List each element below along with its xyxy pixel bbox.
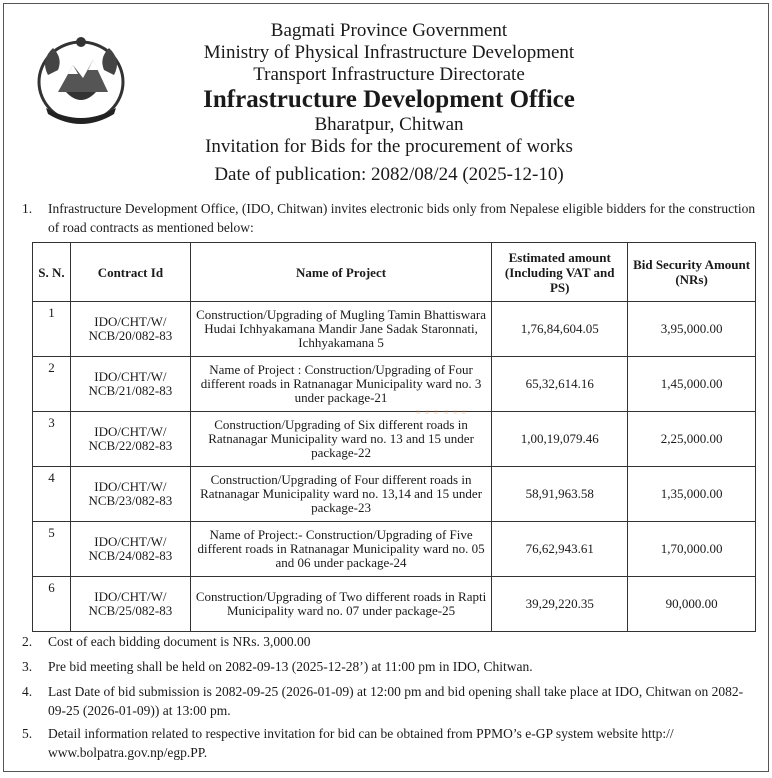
notice-header — [154, 20, 624, 186]
list-item — [22, 657, 756, 676]
publication-date: Date of publication: 2082/08/24 (2025-12-10) — [214, 164, 564, 185]
item-number: 5. — [22, 726, 33, 741]
item-number: 1. — [22, 201, 33, 216]
cell-estimated-amount: 39,29,220.35 — [492, 577, 628, 632]
cell-estimated-amount: 65,32,614.16 — [492, 357, 628, 412]
cell-bid-security: 2,25,000.00 — [628, 412, 756, 467]
cell-estimated-amount: 1,00,19,079.46 — [492, 412, 628, 467]
cell-contract-id: IDO/CHT/W/ NCB/21/082-83 — [70, 357, 190, 412]
cell-sn: 5 — [33, 522, 71, 577]
table-row — [33, 522, 756, 577]
cell-estimated-amount: 1,76,84,604.05 — [492, 302, 628, 357]
table-row — [33, 357, 756, 412]
item-number: 2. — [22, 634, 33, 649]
list-item — [22, 199, 756, 237]
notice-page — [3, 3, 769, 772]
header-bid-security: Bid Security Amount (NRs) — [628, 243, 756, 302]
nepal-emblem-icon — [28, 30, 134, 130]
cell-sn: 4 — [33, 467, 71, 522]
cell-sn: 3 — [33, 412, 71, 467]
header-line1: Bagmati Province Government — [270, 20, 508, 41]
item-text: Pre bid meeting shall be held on 2082-09-13 (2025-12-28’) at 11:00 pm in IDO, Chitwan. — [48, 659, 533, 674]
table-row — [33, 302, 756, 357]
cell-sn: 1 — [33, 302, 71, 357]
item-text: Infrastructure Development Office, (IDO, Chitwan) invites electronic bids only from Nepalese eligible bidders for the construction of road contracts as mentioned below: — [48, 201, 756, 235]
watermark: ⋯⋯ — [414, 396, 470, 426]
cell-estimated-amount: 76,62,943.61 — [492, 522, 628, 577]
header-project-name: Name of Project — [190, 243, 491, 302]
header-estimated-amount: Estimated amount (Including VAT and PS) — [492, 243, 628, 302]
header-line2: Ministry of Physical Infrastructure Development — [203, 42, 575, 63]
header-line3: Transport Infrastructure Directorate — [253, 64, 525, 85]
cell-contract-id: IDO/CHT/W/ NCB/22/082-83 — [70, 412, 190, 467]
cell-bid-security: 3,95,000.00 — [628, 302, 756, 357]
list-item — [22, 632, 756, 651]
cell-project-name: Name of Project:- Construction/Upgrading of Five different roads in Ratnanagar Municipality ward no. 05 and 06 under package-24 — [190, 522, 491, 577]
bids-table — [32, 242, 756, 632]
table-row — [33, 467, 756, 522]
notice-subtitle: Invitation for Bids for the procurement of works — [205, 136, 573, 157]
cell-sn: 6 — [33, 577, 71, 632]
cell-contract-id: IDO/CHT/W/ NCB/23/082-83 — [70, 467, 190, 522]
list-item — [22, 724, 756, 762]
header-contract-id: Contract Id — [70, 243, 190, 302]
item-number: 4. — [22, 684, 33, 699]
table-header-row — [33, 243, 756, 302]
table-row — [33, 577, 756, 632]
cell-estimated-amount: 58,91,963.58 — [492, 467, 628, 522]
cell-bid-security: 1,70,000.00 — [628, 522, 756, 577]
item-text: Detail information related to respective invitation for bid can be obtained from PPMO’s e-GP system website http:// www.bolpatra.gov.np/egp.PP. — [48, 726, 674, 760]
cell-bid-security: 1,35,000.00 — [628, 467, 756, 522]
cell-project-name: Construction/Upgrading of Six different roads in Ratnanagar Municipality ward no. 13 and 15 under package-22 — [190, 412, 491, 467]
cell-project-name: Construction/Upgrading of Two different roads in Rapti Municipality ward no. 07 under package-25 — [190, 577, 491, 632]
cell-sn: 2 — [33, 357, 71, 412]
office-title: Infrastructure Development Office — [203, 86, 575, 113]
office-location: Bharatpur, Chitwan — [314, 114, 464, 135]
cell-project-name: Construction/Upgrading of Mugling Tamin Bhattiswara Hudai Ichhyakamana Mandir Jane Sadak Staronnati, Ichhyakamana 5 — [190, 302, 491, 357]
header-sn: S. N. — [33, 243, 71, 302]
cell-bid-security: 1,45,000.00 — [628, 357, 756, 412]
table-row — [33, 412, 756, 467]
cell-contract-id: IDO/CHT/W/ NCB/25/082-83 — [70, 577, 190, 632]
cell-contract-id: IDO/CHT/W/ NCB/20/082-83 — [70, 302, 190, 357]
cell-project-name: Name of Project : Construction/Upgrading of Four different roads in Ratnanagar Municipality ward no. 3 under package-21 — [190, 357, 491, 412]
cell-contract-id: IDO/CHT/W/ NCB/24/082-83 — [70, 522, 190, 577]
item-number: 3. — [22, 659, 33, 674]
cell-project-name: Construction/Upgrading of Four different roads in Ratnanagar Municipality ward no. 13,14 and 15 under package-23 — [190, 467, 491, 522]
item-text: Cost of each bidding document is NRs. 3,000.00 — [48, 634, 311, 649]
item-text: Last Date of bid submission is 2082-09-25 (2026-01-09) at 12:00 pm and bid opening shall take place at IDO, Chitwan on 2082-09-25 (2026-01-09)) at 13:00 pm. — [48, 684, 744, 718]
list-item — [22, 682, 756, 720]
cell-bid-security: 90,000.00 — [628, 577, 756, 632]
